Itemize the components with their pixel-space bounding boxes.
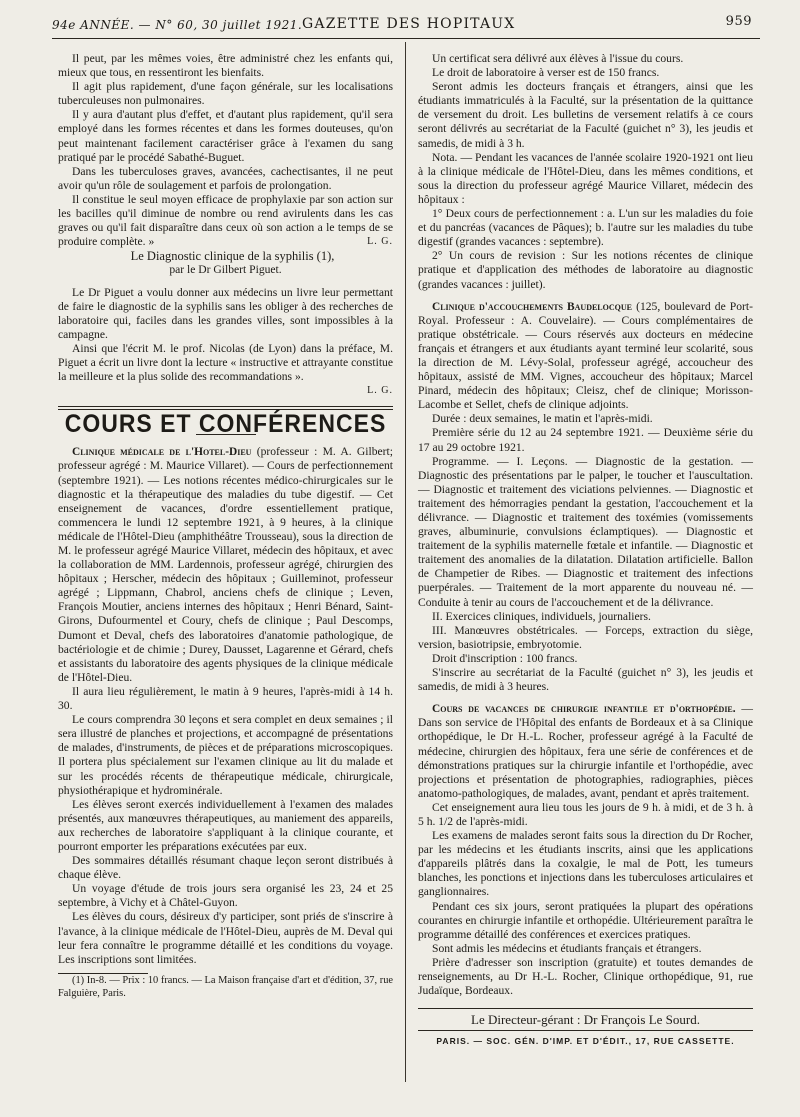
paragraph: S'inscrire au secrétariat de la Faculté (guichet n° 3), les jeudis et samedis, de midi à 3 heures. [418, 666, 753, 694]
left-column [58, 52, 393, 1000]
spacer [58, 278, 393, 286]
paragraph: Il y aura d'autant plus d'effet, et d'autant plus rapidement, qu'il sera employé dans les formes récentes et dans les formes douteuses, qu'on peut maintenant facilement caractériser grâce à l'examen du sang pratiqué par le procédé Sabathé-Buguet. [58, 108, 393, 164]
column-divider [405, 42, 406, 1082]
paragraph: Il peut, par les mêmes voies, être administré chez les enfants qui, mieux que tous, en ressentiront les bienfaits. [58, 52, 393, 80]
paragraph: 1° Deux cours de perfectionnement : a. L'un sur les maladies du foie et du pancréas (vacances de Pâques); b. l'autre sur les maladies du tube digestif (grandes vacances : septembre). [418, 207, 753, 249]
printer-line: PARIS. — SOC. GÉN. D'IMP. ET D'ÉDIT., 17, RUE CASSETTE. [436, 1036, 735, 1047]
paragraph: Le Dr Piguet a voulu donner aux médecins un livre leur permettant de faire le diagnostic de la syphilis sans les obliger à des recherches de laboratoire qui, faciles dans les grandes villes, sont impossibles à la campagne. [58, 285, 393, 341]
section-title: COURS ET CONFÉRENCES [64, 408, 387, 438]
right-column [418, 52, 753, 1048]
paragraph: Il agit plus rapidement, d'une façon générale, sur les localisations tuberculeuses non pulmonaires. [58, 80, 393, 108]
paragraph: Nota. — Pendant les vacances de l'année scolaire 1920-1921 ont lieu à la clinique médicale de l'Hôtel-Dieu, dans les mêmes conditions, et sous la direction du professeur agrégé Maurice Villaret, médecin des hôpitaux : [418, 150, 753, 206]
running-head [52, 14, 752, 36]
paragraph: Pendant ces six jours, seront pratiquées la plupart des opérations courantes en chirurgie infantile et orthopédie. Ultérieurement paraîtra le programme détaillé des conférences et exercices pratiques. [418, 899, 753, 941]
spacer [418, 292, 753, 300]
course-body: (professeur : M. A. Gilbert; professeur agrégé : M. Maurice Villaret). — Cours de perfectionnement (septembre 1921). — Les notions récentes médico-chirurgicales sur le diagnostic et la thérapeutique des maladies du tube digestif. — Cet enseignement de vacances, d'ordre essentiellement pratique, commencera le lundi 12 septembre 1921, à 9 heures, à la clinique médicale de l'Hôtel-Dieu (amphithéâtre Trousseau), sous la direction de M. le professeur agrégé Maurice Villaret, médecin des hôpitaux, et avec la collaboration de MM. Lardennois, professeur agrégé, chirurgien des hôpitaux ; Herscher, médecin des hôpitaux ; Guilleminot, professeur agrégé ; Lippmann, Chabrol, anciens chefs de clinique ; Leven, François Moutier, anciens internes des hôpitaux ; Henri Bénard, Saint-Girons, Dufourmentel et Coury, chefs de clinique ; Paul Descomps, Dumont et Deval, chefs des laboratoires d'anatomie pathologique, de bactériologie et de chimie ; Durey, Dausset, Lagarenne et Gérard, chefs et assistants du laboratoire des agents physiques de la clinique médicale de l'Hôtel-Dieu. [58, 445, 393, 684]
course-heading: Clinique médicale de l'Hotel-Dieu [72, 446, 252, 459]
course-entry [418, 300, 753, 413]
paragraph: Le droit de laboratoire à verser est de 150 francs. [432, 66, 660, 80]
footer [418, 1008, 753, 1048]
article-title: Le Diagnostic clinique de la syphilis (1), [130, 249, 335, 264]
paragraph: Les élèves du cours, désireux d'y participer, sont priés de s'inscrire à l'avance, à la clinique médicale de l'Hôtel-Dieu, auprès de M. Deval qui leur fera connaître le programme détaillé et les conditions du voyage. Les inscriptions sont limitées. [58, 910, 393, 966]
paragraph: Programme. — I. Leçons. — Diagnostic de la gestation. — Diagnostic des présentations par le palper, le toucher et l'auscultation. — Diagnostic et traitement des viciations pelviennes. — Diagnostic et traitement des hémorragies pendant la gestation, l'accouchement et la délivrance. — Diagnostic et traitement des toxémies (vomissements graves, albuminurie, convulsions éclamptiques). — Diagnostic et traitement de la syphilis maternelle fœtale et infantile. — Diagnostic et traitement des anomalies de la dilatation. Dilatation artificielle. Ballon de Champetier de Ribes. — Diagnostic et traitement des infections puerpérales. — Traitement de la mort apparente du nouveau né. — Conduite à tenir au cours de l'accouchement et de la délivrance. [418, 454, 753, 609]
paragraph: Dans les tuberculoses graves, avancées, cachectisantes, il ne peut avoir qu'un rôle de soulagement et parfois de prolongation. [58, 164, 393, 192]
paragraph: III. Manœuvres obstétricales. — Forceps, extraction du siège, version, basiotripsie, embryotomie. [418, 623, 753, 651]
course-heading: Clinique d'accouchements Baudelocque [432, 300, 632, 313]
course-body: — Dans son service de l'Hôpital des enfants de Bordeaux et à sa Clinique orthopédique, le Dr H.-L. Rocher, professeur agrégé à la Faculté de médecine, chirurgien des hôpitaux, fera une série de conférences et de démonstrations pratiques sur la chirurgie infantile et l'orthopédie, avec projections et présentation de photographies, radiographies, pièces anatomo-pathologiques, de malades, avant, pendant et après traitement. [418, 702, 754, 800]
spacer [418, 694, 753, 702]
course-body: (125, boulevard de Port-Royal. Professeur : A. Couvelaire). — Cours complémentaires de pratique obstétricale. — Cours réservés aux docteurs en médecine français et étrangers et aux étudiants ayant terminé leur scolarité, sous la direction de M. Lévy-Solal, professeur agrégé, accoucheur des hôpitaux, assisté de MM. Vignes, accoucheur des hôpitaux; Marcel Pinard, médecin des hôpitaux; Cleisz, chef de clinique; Morisson-Lacombe et Sellet, chefs de clinique adjoints. [418, 299, 753, 412]
paragraph: Ainsi que l'écrit M. le prof. Nicolas (de Lyon) dans la préface, M. Piguet a écrit un livre dont la lecture « instructive et attrayante constitue la meilleure et la plus solide des recommandations ». [58, 341, 393, 384]
course-heading: Cours de vacances de chirurgie infantile et d'orthopédie. [432, 703, 736, 716]
page-number: 959 [725, 14, 752, 29]
paragraph: Un certificat sera délivré aux élèves à l'issue du cours. [432, 52, 684, 65]
paragraph: Prière d'adresser son inscription (gratuite) et toutes demandes de renseignements, au Dr H.-L. Rocher, Clinique orthopédique, 91, rue Judaïque, Bordeaux. [418, 955, 753, 998]
course-entry [58, 445, 393, 685]
issue-line: 94e ANNÉE. — N° 60, 30 juillet 1921. [52, 18, 303, 32]
signature: L. G. [367, 385, 393, 397]
paragraph: Seront admis les docteurs français et étrangers, ainsi que les étudiants immatriculés à la Faculté, sur la présentation de la quittance de versement du droit. Les bulletins de versement relatifs à ce cours seront délivrés au secrétariat de la Faculté (guichet n° 3), les jeudis et samedis, de midi à 3 h. [418, 80, 753, 150]
paragraph [58, 193, 393, 249]
paragraph: Première série du 12 au 24 septembre 1921. — Deuxième série du 17 au 29 octobre 1921. [418, 426, 753, 454]
paragraph: Droit d'inscription : 100 francs. [432, 651, 578, 665]
paragraph: II. Exercices cliniques, individuels, journaliers. [432, 609, 651, 623]
paragraph: Le cours comprendra 30 leçons et sera complet en deux semaines ; il sera illustré de planches et projections, et accompagné de présentations de malades, d'instruments, de pièces et de préparations microscopiques. Il portera plus spécialement sur l'examen clinique au lit du malade et sur les procédés récents de thérapeutique médicale, chirurgicale, physiothérapique et hydrominérale. [58, 713, 393, 797]
paragraph: Il aura lieu régulièrement, le matin à 9 heures, l'après-midi à 14 h. 30. [58, 684, 393, 713]
journal-title: GAZETTE DES HOPITAUX [302, 16, 516, 32]
paragraph: Les élèves seront exercés individuellement à l'examen des malades présentés, aux manœuvres thérapeutiques, au maniement des appareils, aux recherches de laboratoire s'appliquant à la clinique courante, et pourront emporter les préparations exécutées par eux. [58, 797, 393, 853]
director-line: Le Directeur-gérant : Dr François Le Sourd. [418, 1008, 753, 1031]
footnote: (1) In-8. — Prix : 10 francs. — La Maison française d'art et d'édition, 37, rue Falguière, Paris. [58, 974, 393, 999]
paragraph: Un voyage d'étude de trois jours sera organisé les 23, 24 et 25 septembre, à Vichy et à Châtel-Guyon. [58, 882, 393, 910]
paragraph-text: Il constitue le seul moyen efficace de prophylaxie par son action sur les bacilles qu'il diminue de nombre ou rend avirulents dans les cas graves ou qu'il fait disparaître dans ceux où son action a le temps de se produire complète. » [58, 192, 393, 249]
paragraph: 2° Un cours de revision : Sur les notions récentes de clinique pratique et d'application des méthodes de laboratoire au diagnostic (grandes vacances : juillet). [418, 249, 753, 291]
header-rule [52, 38, 760, 39]
paragraph: Durée : deux semaines, le matin et l'après-midi. [432, 412, 653, 426]
paragraph: Sont admis les médecins et étudiants français et étrangers. [432, 941, 702, 955]
paragraph: Des sommaires détaillés résumant chaque leçon seront distribués à chaque élève. [58, 854, 393, 882]
paragraph: Les examens de malades seront faits sous la direction du Dr Rocher, par les médecins et les étudiants inscrits, ainsi que les applications d'appareils plâtrés dans la coxalgie, le mal de Pott, les tumeurs blanches, les ponctions et injections dans les tuberculoses articulaires et ganglionnaires. [418, 829, 753, 899]
course-entry [418, 702, 753, 801]
article-author: par le Dr Gilbert Piguet. [169, 263, 282, 277]
paragraph: Cet enseignement aura lieu tous les jours de 9 h. à midi, et de 3 h. à 5 h. 1/2 de l'après-midi. [418, 800, 753, 828]
signature: L. G. [367, 236, 393, 248]
